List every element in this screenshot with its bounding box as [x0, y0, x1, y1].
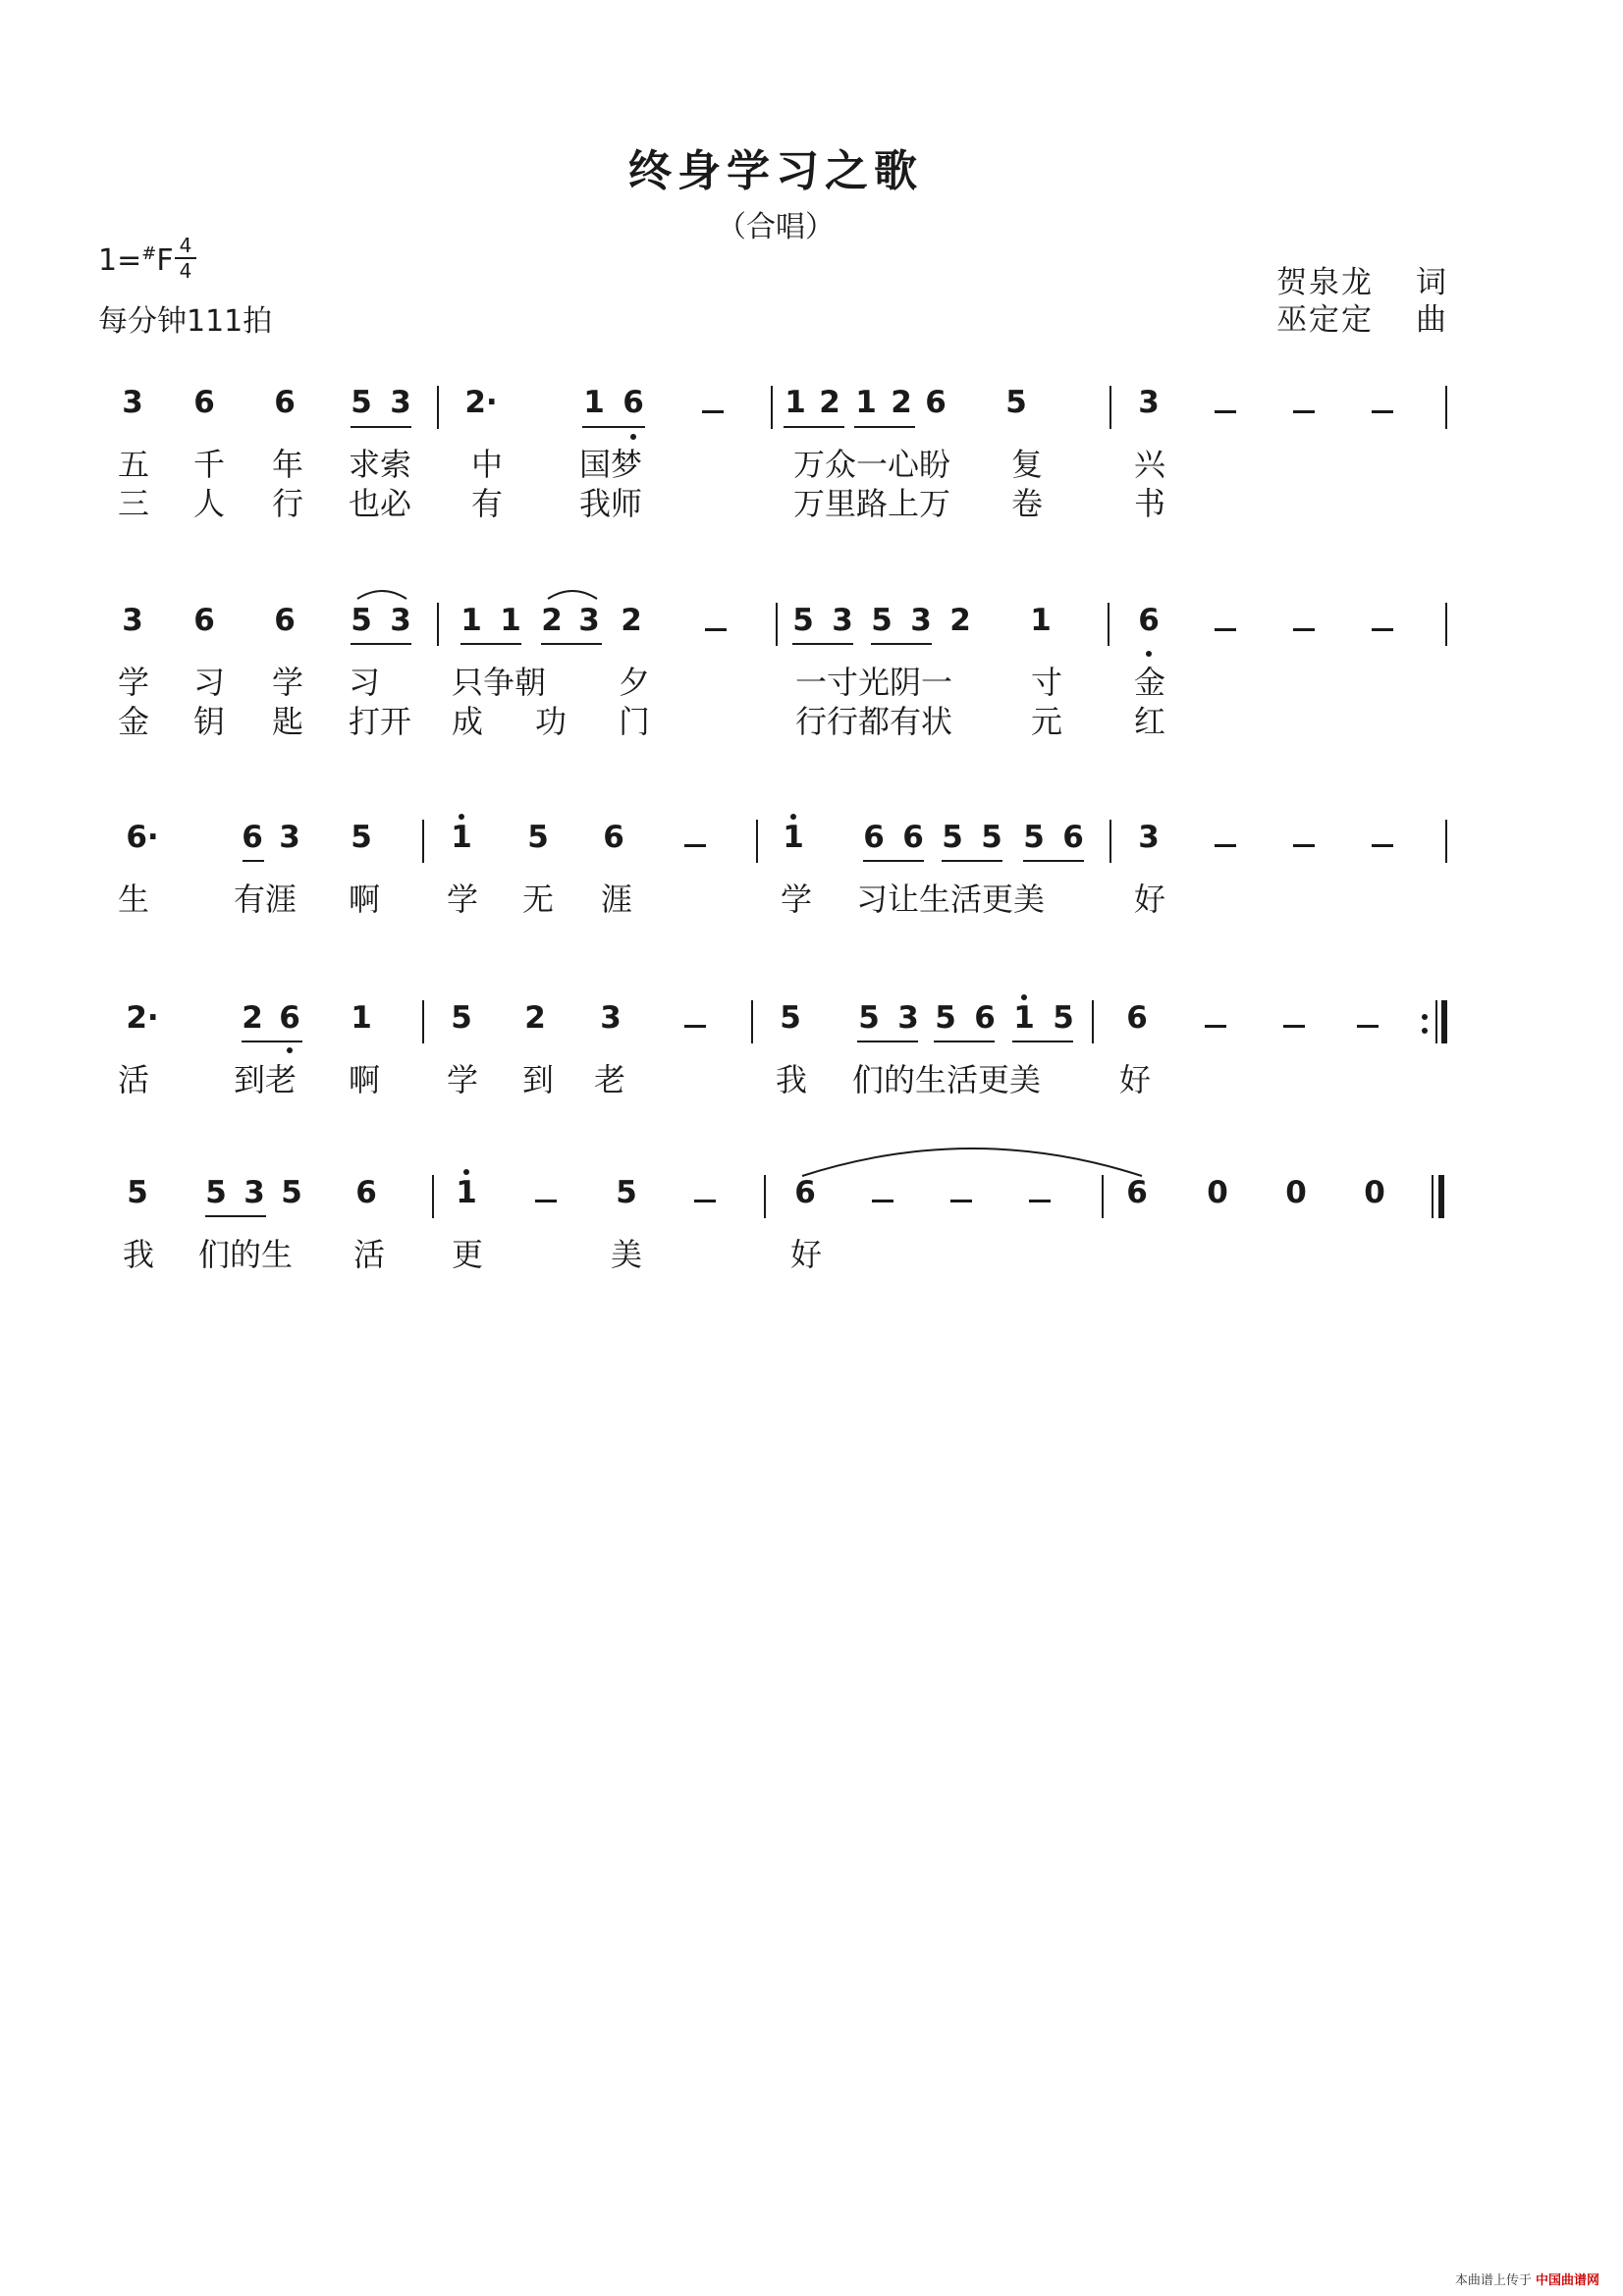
barline — [764, 1175, 766, 1218]
low-octave-dot — [287, 1047, 293, 1053]
barline — [422, 1000, 424, 1043]
lyric-verse-1: 千 — [193, 446, 226, 483]
lyric-verse-1: 涯 — [601, 881, 633, 918]
note: 6 — [193, 603, 215, 638]
lyric-verse-1: 中 — [471, 446, 504, 483]
lyric-verse-1: 好 — [790, 1236, 823, 1273]
lyric-verse-1: 夕 — [619, 664, 651, 701]
note: 6 — [1138, 603, 1160, 638]
lyric-verse-1: 到老 — [234, 1061, 298, 1098]
barline — [756, 820, 758, 863]
note: 6 — [1062, 820, 1084, 855]
composer-name: 巫定定 — [1276, 302, 1374, 338]
note: 1 — [783, 820, 804, 855]
note: 6· — [126, 820, 159, 855]
note: 3 — [243, 1175, 265, 1210]
time-top: 4 — [179, 234, 192, 257]
note: 5 — [351, 385, 372, 420]
underline — [541, 643, 602, 645]
note: 1 — [460, 603, 482, 638]
lyric-verse-1: 五 — [118, 446, 150, 483]
note: 2 — [819, 385, 840, 420]
dash — [684, 844, 706, 847]
note: 6 — [902, 820, 924, 855]
key-accidental: # — [141, 243, 157, 264]
barline — [776, 603, 778, 646]
lyric-verse-1: 我 — [776, 1061, 808, 1098]
lyric-verse-1: 好 — [1134, 881, 1166, 918]
barline — [751, 1000, 753, 1043]
note: 1 — [500, 603, 521, 638]
note: 3 — [832, 603, 853, 638]
barline — [437, 386, 439, 429]
barline — [1109, 820, 1111, 863]
lyric-verse-2: 元 — [1031, 703, 1063, 740]
dash — [1283, 1025, 1305, 1028]
lyric-verse-1: 复 — [1011, 446, 1044, 483]
barline — [1445, 603, 1447, 646]
lyric-verse-1: 我 — [123, 1236, 155, 1273]
lyric-verse-1: 啊 — [349, 1061, 381, 1098]
dash — [1293, 844, 1315, 847]
note: 1 — [1013, 1000, 1035, 1036]
note: 3 — [897, 1000, 919, 1036]
lyric-verse-1: 活 — [118, 1061, 150, 1098]
lyric-verse-1: 们的生活更美 — [852, 1061, 1042, 1098]
lyricist-name: 贺泉龙 — [1276, 265, 1374, 300]
note: 5 — [792, 603, 814, 638]
note: 5 — [616, 1175, 637, 1210]
note: 6 — [242, 820, 263, 855]
note: 5 — [981, 820, 1002, 855]
lyricist-role: 词 — [1416, 265, 1448, 300]
note: 1 — [1030, 603, 1052, 638]
note: 5 — [451, 1000, 472, 1036]
repeat-barline-thick — [1441, 1000, 1447, 1043]
barline — [437, 603, 439, 646]
note: 5 — [871, 603, 893, 638]
dash — [1372, 844, 1393, 847]
note: 0 — [1285, 1175, 1307, 1210]
note: 3 — [279, 820, 300, 855]
lyric-verse-2: 三 — [118, 485, 150, 522]
high-octave-dot — [459, 814, 464, 820]
lyric-verse-1: 学 — [447, 1061, 479, 1098]
site-logo[interactable]: 中国曲谱网 — [1535, 2273, 1599, 2288]
lyric-verse-1: 万众一心盼 — [793, 446, 951, 483]
low-octave-dot — [630, 434, 636, 440]
lyric-verse-1: 美 — [611, 1236, 643, 1273]
barline — [1102, 1175, 1104, 1218]
note: 3 — [578, 603, 600, 638]
lyric-verse-2: 我师 — [579, 485, 643, 522]
lyric-verse-2: 有 — [471, 485, 504, 522]
lyric-verse-1: 习 — [349, 664, 381, 701]
tempo-marking: 每分钟111拍 — [98, 304, 273, 339]
note: 2 — [541, 603, 563, 638]
dash — [950, 1200, 972, 1202]
lyric-verse-1: 有涯 — [234, 881, 298, 918]
barline — [422, 820, 424, 863]
lyric-verse-1: 只争朝 — [452, 664, 547, 701]
high-octave-dot — [1021, 994, 1027, 1000]
underline — [942, 860, 1002, 862]
dash — [1215, 628, 1236, 631]
note: 1 — [451, 820, 472, 855]
note: 3 — [910, 603, 932, 638]
barline — [1109, 386, 1111, 429]
lyric-verse-1: 兴 — [1134, 446, 1166, 483]
note: 6 — [863, 820, 885, 855]
note: 2 — [949, 603, 971, 638]
note: 0 — [1207, 1175, 1228, 1210]
lyric-verse-2: 人 — [193, 485, 226, 522]
note: 0 — [1364, 1175, 1385, 1210]
lyric-verse-1: 寸 — [1031, 664, 1063, 701]
dash — [1215, 844, 1236, 847]
lyric-verse-1: 更 — [452, 1236, 484, 1273]
barline — [1092, 1000, 1094, 1043]
low-octave-dot — [1146, 651, 1152, 657]
barline — [771, 386, 773, 429]
final-barline-thick — [1438, 1175, 1444, 1218]
underline — [582, 426, 645, 428]
underline — [1023, 860, 1084, 862]
lyric-verse-1: 学 — [118, 664, 150, 701]
lyric-verse-1: 生 — [118, 881, 150, 918]
note: 6 — [355, 1175, 377, 1210]
note: 5 — [351, 603, 372, 638]
lyric-verse-1: 活 — [353, 1236, 386, 1273]
time-signature — [175, 236, 196, 281]
note: 6 — [193, 385, 215, 420]
note: 1 — [351, 1000, 372, 1036]
key-signature — [98, 243, 174, 278]
note: 6 — [603, 820, 624, 855]
high-octave-dot — [463, 1169, 469, 1175]
lyric-verse-2: 金 — [118, 703, 150, 740]
lyric-verse-1: 习让生活更美 — [856, 881, 1046, 918]
dash — [1029, 1200, 1051, 1202]
note: 3 — [390, 603, 411, 638]
note: 6 — [279, 1000, 300, 1036]
lyric-verse-2: 卷 — [1011, 485, 1044, 522]
note: 5 — [1053, 1000, 1074, 1036]
repeat-dot — [1422, 1014, 1428, 1020]
underline — [934, 1041, 995, 1042]
note: 6 — [1126, 1175, 1148, 1210]
lyric-verse-1: 一寸光阴一 — [795, 664, 953, 701]
lyric-verse-2: 成 — [452, 703, 484, 740]
underline — [242, 1041, 302, 1042]
lyric-verse-2: 书 — [1134, 485, 1166, 522]
composer-role: 曲 — [1416, 302, 1448, 338]
note: 5 — [1005, 385, 1027, 420]
dash — [1372, 410, 1393, 413]
time-bottom: 4 — [179, 259, 192, 283]
note: 3 — [122, 385, 143, 420]
dash — [684, 1025, 706, 1028]
dash — [872, 1200, 893, 1202]
dash — [694, 1200, 716, 1202]
song-subtitle: （合唱） — [717, 210, 835, 244]
note: 5 — [205, 1175, 227, 1210]
lyric-verse-1: 求索 — [349, 446, 412, 483]
note: 6 — [274, 385, 296, 420]
underline — [784, 426, 844, 428]
lyric-verse-1: 学 — [272, 664, 304, 701]
note: 3 — [1138, 385, 1160, 420]
slur — [546, 585, 599, 601]
note: 2 — [524, 1000, 546, 1036]
underline — [351, 643, 411, 645]
lyric-verse-1: 老 — [594, 1061, 626, 1098]
dash — [702, 410, 724, 413]
note: 6 — [622, 385, 644, 420]
lyric-verse-2: 打开 — [349, 703, 412, 740]
lyric-verse-2: 门 — [619, 703, 651, 740]
note: 2 — [621, 603, 642, 638]
underline — [854, 426, 915, 428]
note: 3 — [122, 603, 143, 638]
note: 3 — [390, 385, 411, 420]
lyric-verse-2: 万里路上万 — [793, 485, 951, 522]
note: 5 — [935, 1000, 956, 1036]
dash — [1293, 628, 1315, 631]
dash — [1357, 1025, 1379, 1028]
note: 1 — [855, 385, 877, 420]
key-prefix: 1= — [98, 243, 142, 278]
note: 1 — [784, 385, 806, 420]
note: 5 — [351, 820, 372, 855]
dash — [1205, 1025, 1226, 1028]
lyric-verse-1: 年 — [272, 446, 304, 483]
note: 2 — [242, 1000, 263, 1036]
lyric-verse-1: 无 — [522, 881, 555, 918]
repeat-barline-thin — [1435, 1000, 1437, 1043]
lyric-verse-2: 功 — [535, 703, 568, 740]
key-note: F — [156, 243, 174, 278]
barline — [1108, 603, 1109, 646]
lyric-verse-1: 好 — [1119, 1061, 1152, 1098]
lyric-verse-2: 行行都有状 — [795, 703, 953, 740]
dash — [1293, 410, 1315, 413]
underline — [351, 426, 411, 428]
note: 3 — [1138, 820, 1160, 855]
upload-footer — [1455, 2269, 1599, 2288]
dash — [1215, 410, 1236, 413]
note: 1 — [456, 1175, 477, 1210]
note: 5 — [127, 1175, 148, 1210]
lyric-verse-2: 行 — [272, 485, 304, 522]
lyric-verse-2: 钥 — [193, 703, 226, 740]
note: 2· — [464, 385, 498, 420]
note: 5 — [942, 820, 963, 855]
lyric-verse-1: 金 — [1134, 664, 1166, 701]
lyric-verse-2: 红 — [1134, 703, 1166, 740]
note: 3 — [600, 1000, 622, 1036]
final-barline-thin — [1432, 1175, 1434, 1218]
note: 6 — [1126, 1000, 1148, 1036]
note: 6 — [925, 385, 947, 420]
dash — [705, 628, 727, 631]
underline — [1012, 1041, 1073, 1042]
footer-text: 本曲谱上传于 — [1454, 2273, 1532, 2288]
underline — [863, 860, 924, 862]
barline — [1445, 386, 1447, 429]
slur — [355, 585, 408, 601]
song-title: 终身学习之歌 — [628, 146, 923, 196]
lyric-verse-1: 国梦 — [579, 446, 643, 483]
note: 6 — [974, 1000, 996, 1036]
dash — [1372, 628, 1393, 631]
note: 1 — [583, 385, 605, 420]
lyric-verse-1: 学 — [781, 881, 813, 918]
note: 6 — [274, 603, 296, 638]
barline — [432, 1175, 434, 1218]
lyric-verse-2: 也必 — [349, 485, 412, 522]
lyric-verse-1: 们的生 — [198, 1236, 294, 1273]
underline — [460, 643, 521, 645]
note: 2 — [891, 385, 912, 420]
lyric-verse-2: 匙 — [272, 703, 304, 740]
underline — [205, 1215, 266, 1217]
repeat-dot — [1422, 1028, 1428, 1034]
note: 5 — [527, 820, 549, 855]
tie — [800, 1139, 1144, 1178]
note: 2· — [126, 1000, 159, 1036]
lyric-verse-1: 到 — [522, 1061, 555, 1098]
barline — [1445, 820, 1447, 863]
high-octave-dot — [790, 814, 796, 820]
underline — [871, 643, 932, 645]
underline — [857, 1041, 918, 1042]
dash — [535, 1200, 557, 1202]
note: 6 — [794, 1175, 816, 1210]
lyric-verse-1: 习 — [193, 664, 226, 701]
underline — [243, 860, 264, 862]
lyric-verse-1: 学 — [447, 881, 479, 918]
note: 5 — [281, 1175, 302, 1210]
note: 5 — [780, 1000, 801, 1036]
note: 5 — [858, 1000, 880, 1036]
note: 5 — [1023, 820, 1045, 855]
underline — [792, 643, 853, 645]
lyric-verse-1: 啊 — [349, 881, 381, 918]
